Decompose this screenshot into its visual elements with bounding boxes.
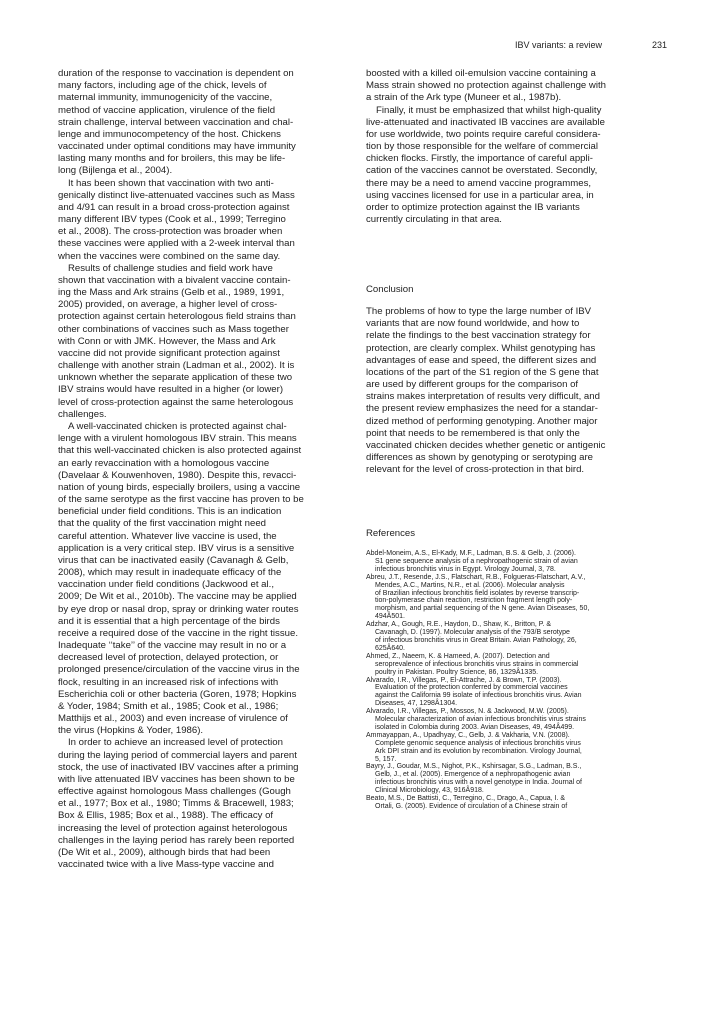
text-line: of the same serotype as the first vaccine has proven to be bbox=[58, 494, 304, 506]
text-line: are used by different groups for the comparison of bbox=[366, 379, 579, 391]
running-header bbox=[0, 39, 728, 53]
text-line: many factors, including age of the chick, levels of bbox=[58, 80, 267, 92]
text-line: live-attenuated and inactivated IB vaccines are available bbox=[366, 116, 605, 128]
text-line: decreased level of protection, delayed protection, or bbox=[58, 652, 279, 664]
right-column-top bbox=[366, 68, 632, 226]
reference-line: against the California 99 isolate of infectious bronchitis virus. Avian bbox=[375, 692, 582, 700]
text-line: an early revaccination with a homologous vaccine bbox=[58, 457, 270, 469]
text-line: maternal immunity, immunogenicity of the vaccine, bbox=[58, 92, 273, 104]
text-line: with Conn or with JMK. However, the Mass and Ark bbox=[58, 335, 276, 347]
reference-line: Complete genomic sequence analysis of infectious bronchitis virus bbox=[375, 739, 581, 747]
text-line: the present review emphasizes the need for a standar- bbox=[366, 403, 598, 415]
text-line: IBV strains would have resulted in a higher (or lower) bbox=[58, 384, 284, 396]
text-line: level of cross-protection against the same heterologous bbox=[58, 396, 294, 408]
text-line: 2005) provided, on average, a higher level of cross- bbox=[58, 299, 278, 311]
text-line: order to optimize protection against the IB variants bbox=[366, 201, 580, 213]
text-line: when the vaccines were combined on the same day. bbox=[58, 250, 281, 262]
text-line: vaccinated chicken decides whether genetic or antigenic bbox=[366, 439, 606, 451]
text-line: vaccinated under optimal conditions may have immunity bbox=[58, 141, 296, 153]
text-line: there may be a need to amend vaccine programmes, bbox=[366, 177, 592, 189]
text-line: duration of the response to vaccination is dependent on bbox=[58, 68, 294, 79]
text-line: application is a very critical step. IBV virus is a sensitive bbox=[58, 542, 295, 554]
reference-line: infectious bronchitis virus with a novel genotype in India. Journal of bbox=[375, 779, 583, 787]
text-line: challenges. bbox=[58, 408, 107, 420]
reference-line: Gelb, J., et al. (2005). Emergence of a nephropathogenic avian bbox=[375, 771, 571, 779]
text-line: boosted with a killed oil-emulsion vaccine containing a bbox=[366, 68, 596, 79]
reference-line: morphism, and partial sequencing of the N gene. Avian Diseases, 50, bbox=[375, 605, 590, 613]
text-line: protection against certain heterologous field strains than bbox=[58, 311, 296, 323]
reference-line: Diseases, 47, 1298Â1304. bbox=[375, 700, 458, 708]
text-line: that this well-vaccinated chicken is also protected against bbox=[58, 445, 302, 457]
text-line: Matthijs et al., 2003) and even increase of virulence of bbox=[58, 713, 288, 725]
text-line: vaccinated twice with a live Mass-type vaccine and bbox=[58, 859, 274, 871]
text-line: et al., 1977; Box et al., 1980; Timms & Bracewell, 1983; bbox=[58, 798, 294, 810]
text-line: using vaccines licensed for use in a particular area, in bbox=[366, 189, 594, 201]
text-line: point that needs to be remembered is that only the bbox=[366, 427, 580, 439]
text-line: relevant for the level of cross-protection in that bird. bbox=[366, 464, 585, 476]
text-line: and 4/91 can result in a broad cross-protection against bbox=[58, 201, 290, 213]
text-line: locations of the part of the S1 region of the S gene that bbox=[366, 366, 599, 378]
text-line: variants that are now found worldwide, and how to bbox=[366, 318, 580, 330]
text-line: et al., 2008). The cross-protection was broader when bbox=[58, 226, 283, 238]
text-line: Box & Ellis, 1985; Box et al., 1988). The efficacy of bbox=[58, 810, 274, 822]
reference-line: Beato, M.S., De Battisti, C., Terregino, C., Drago, A., Capua, I. & bbox=[366, 795, 566, 803]
text-line: flock, resulting in an increased risk of infections with bbox=[58, 676, 279, 688]
reference-line: Ammayappan, A., Upadhyay, C., Gelb, J. & Vakharia, V.N. (2008). bbox=[366, 731, 570, 739]
reference-line: seroprevalence of infectious bronchitis virus strains in commercial bbox=[375, 660, 579, 668]
left-column bbox=[58, 68, 328, 871]
reference-line: Bayry, J., Goudar, M.S., Nighot, P.K., Kshirsagar, S.G., Ladman, B.S., bbox=[366, 763, 582, 771]
text-line: a strain of the Ark type (Muneer et al., 1987b). bbox=[366, 92, 562, 104]
text-line: challenges in the laying period has rarely been reported bbox=[58, 834, 295, 846]
text-line: unknown whether the separate application of these two bbox=[58, 372, 293, 384]
text-line: beneficial under field conditions. This is an indication bbox=[58, 506, 282, 518]
text-line: Mass strain showed no protection against challenge with bbox=[366, 80, 606, 92]
reference-line: Ortali, G. (2005). Evidence of circulation of a Chinese strain of bbox=[375, 803, 568, 810]
text-line: vaccine did not provide significant protection against bbox=[58, 347, 280, 359]
text-line: Results of challenge studies and field work have bbox=[68, 262, 273, 274]
running-title: IBV variants: a review bbox=[515, 40, 603, 50]
reference-line: infectious bronchitis virus in Egypt. Virology Journal, 3, 78. bbox=[375, 565, 556, 573]
text-line: other combinations of vaccines such as Mass together bbox=[58, 323, 289, 335]
text-line: with live attenuated IBV vaccines has been shown to be bbox=[58, 773, 295, 785]
text-line: tion by those responsible for the welfare of commercial bbox=[366, 141, 598, 153]
text-line: stock, the use of inactivated IBV vaccines after a priming bbox=[58, 761, 299, 773]
reference-line: 494Â501. bbox=[375, 613, 405, 621]
text-line: long (Bijlenga et al., 2004). bbox=[58, 165, 173, 177]
text-line: A well-vaccinated chicken is protected against chal- bbox=[68, 420, 287, 432]
reference-line: 5, 157. bbox=[375, 755, 397, 763]
reference-line: Abreu, J.T., Resende, J.S., Flatschart, R.B., Folgueras-Flatschart, A.V., bbox=[366, 573, 586, 581]
text-line: increasing the level of protection against heterologous bbox=[58, 822, 288, 834]
conclusion-heading: Conclusion bbox=[366, 284, 414, 295]
text-line: It has been shown that vaccination with two anti- bbox=[68, 177, 274, 189]
text-line: many different IBV types (Cook et al., 1999; Terregino bbox=[58, 214, 286, 226]
text-line: and it is essential that a high percentage of the birds bbox=[58, 615, 280, 627]
references-heading: References bbox=[366, 528, 416, 539]
text-line: 2009; De Wit et al., 2010b). The vaccine may be applied bbox=[58, 591, 297, 603]
reference-line: tion-polymerase chain reaction, restriction fragment length poly- bbox=[375, 597, 573, 605]
text-line: relate the findings to the best vaccination strategy for bbox=[366, 330, 591, 342]
text-line: Finally, it must be emphasized that whilst high-quality bbox=[376, 104, 602, 116]
text-line: 2008), which may result in inadequate efficacy of the bbox=[58, 567, 282, 579]
text-line: Escherichia coli or other bacteria (Goren, 1978; Hopkins bbox=[58, 688, 297, 700]
text-line: challenge with another strain (Ladman et al., 2002). It is bbox=[58, 360, 295, 372]
reference-line: Cavanagh, D. (1997). Molecular analysis of the 793/B serotype bbox=[375, 629, 570, 637]
text-line: & Yoder, 1984; Smith et al., 1985; Cook et al., 1986; bbox=[58, 700, 279, 712]
text-line: genically distinct live-attenuated vaccines such as Mass bbox=[58, 189, 295, 201]
reference-line: Mendes, A.C., Martins, N.R., et al. (2006). Molecular analysis bbox=[375, 581, 565, 589]
text-line: strain challenge, interval between vaccination and chal- bbox=[58, 116, 294, 128]
reference-line: Ark DPI strain and its evolution by recombination. Virology Journal, bbox=[375, 747, 582, 755]
text-line: virus that can be inactivated easily (Cavanagh & Gelb, bbox=[58, 554, 289, 566]
text-line: by eye drop or nasal drop, spray or drinking water routes bbox=[58, 603, 299, 615]
text-line: receive a required dose of the vaccine in the right tissue. bbox=[58, 627, 298, 639]
text-line: In order to achieve an increased level of protection bbox=[68, 737, 283, 749]
reference-line: of infectious bronchitis virus in Great Britain. Avian Pathology, 26, bbox=[375, 636, 577, 644]
text-line: nation of young birds, especially broilers, using a vaccine bbox=[58, 481, 301, 493]
text-line: vaccination under field conditions (Jackwood et al., bbox=[58, 579, 274, 591]
text-line: lenge and immunocompetency of the host. Chickens bbox=[58, 128, 281, 140]
reference-line: Ahmed, Z., Naeem, K. & Hameed, A. (2007). Detection and bbox=[366, 652, 550, 660]
text-line: ing the Mass and Ark strains (Gelb et al., 1989, 1991, bbox=[58, 287, 285, 299]
references-list bbox=[366, 550, 632, 811]
text-line: currently circulating in that area. bbox=[366, 214, 502, 226]
text-line: for use worldwide, two points require careful considera- bbox=[366, 128, 601, 140]
reference-line: Evaluation of the protection conferred by commercial vaccines bbox=[375, 684, 568, 692]
text-line: that the quality of the first vaccination might need bbox=[58, 518, 266, 530]
text-line: lasting many months and for broilers, this may be life- bbox=[58, 153, 286, 165]
text-line: differences as shown by genotyping or serotyping are bbox=[366, 452, 594, 464]
text-line: these vaccines were applied with a 2-week interval than bbox=[58, 238, 295, 250]
text-line: chicken flocks. Firstly, the importance of careful appli- bbox=[366, 153, 593, 165]
reference-line: isolated in Colombia during 2003. Avian Diseases, 49, 494Â499. bbox=[375, 723, 575, 731]
text-line: the virus (Hopkins & Yoder, 1986). bbox=[58, 725, 204, 737]
reference-line: poultry in Pakistan. Poultry Science, 86, 1329Â1335. bbox=[375, 668, 539, 676]
text-line: lenge with a virulent homologous IBV strain. This means bbox=[58, 433, 297, 445]
reference-line: Alvarado, I.R., Villegas, P., Mossos, N. & Jackwood, M.W. (2005). bbox=[366, 708, 569, 716]
reference-line: Adzhar, A., Gough, R.E., Haydon, D., Shaw, K., Britton, P. & bbox=[366, 621, 552, 629]
text-line: protection, are clearly complex. Whilst genotyping has bbox=[366, 342, 596, 354]
reference-line: 625Â640. bbox=[375, 644, 405, 652]
text-line: Inadequate ‘‘take’’ of the vaccine may result in no or a bbox=[58, 640, 287, 652]
references-section bbox=[366, 528, 632, 811]
text-line: effective against homologous Mass challenges (Gough bbox=[58, 786, 291, 798]
text-line: strains makes interpretation of results very difficult, and bbox=[366, 391, 600, 403]
text-line: shown that vaccination with a bivalent vaccine contain- bbox=[58, 274, 291, 286]
reference-line: S1 gene sequence analysis of a nephropathogenic strain of avian bbox=[375, 557, 578, 565]
text-line: (Davelaar & Kouwenhoven, 1980). Despite this, revacci- bbox=[58, 469, 297, 481]
text-line: cation of the vaccines cannot be overstated. Secondly, bbox=[366, 165, 598, 177]
text-line: The problems of how to type the large number of IBV bbox=[366, 306, 592, 317]
text-line: careful attention. Whatever live vaccine is used, the bbox=[58, 530, 277, 542]
text-line: method of vaccine application, virulence of the field bbox=[58, 104, 276, 116]
reference-line: Clinical Microbiology, 43, 916Â918. bbox=[375, 787, 484, 795]
reference-line: Alvarado, I.R., Villegas, P., El-Attrache, J. & Brown, T.P. (2003). bbox=[366, 676, 562, 684]
reference-line: Abdel-Moneim, A.S., El-Kady, M.F., Ladman, B.S. & Gelb, J. (2006). bbox=[366, 550, 576, 557]
page-number: 231 bbox=[652, 40, 668, 50]
conclusion-section bbox=[366, 284, 632, 476]
text-line: dized method of performing genotyping. Another major bbox=[366, 415, 598, 427]
text-line: (De Wit et al., 2009), although birds that had been bbox=[58, 847, 271, 858]
reference-line: Molecular characterization of avian infectious bronchitis virus strains bbox=[375, 716, 586, 724]
text-line: prolonged presence/circulation of the vaccine virus in the bbox=[58, 664, 300, 676]
reference-line: of Brazilian infectious bronchitis field isolates by reverse transcrip- bbox=[375, 589, 580, 597]
conclusion-body bbox=[366, 306, 632, 476]
text-line: during the laying period of commercial layers and parent bbox=[58, 749, 297, 761]
text-line: advantages of ease and speed, the different sizes and bbox=[366, 354, 597, 366]
